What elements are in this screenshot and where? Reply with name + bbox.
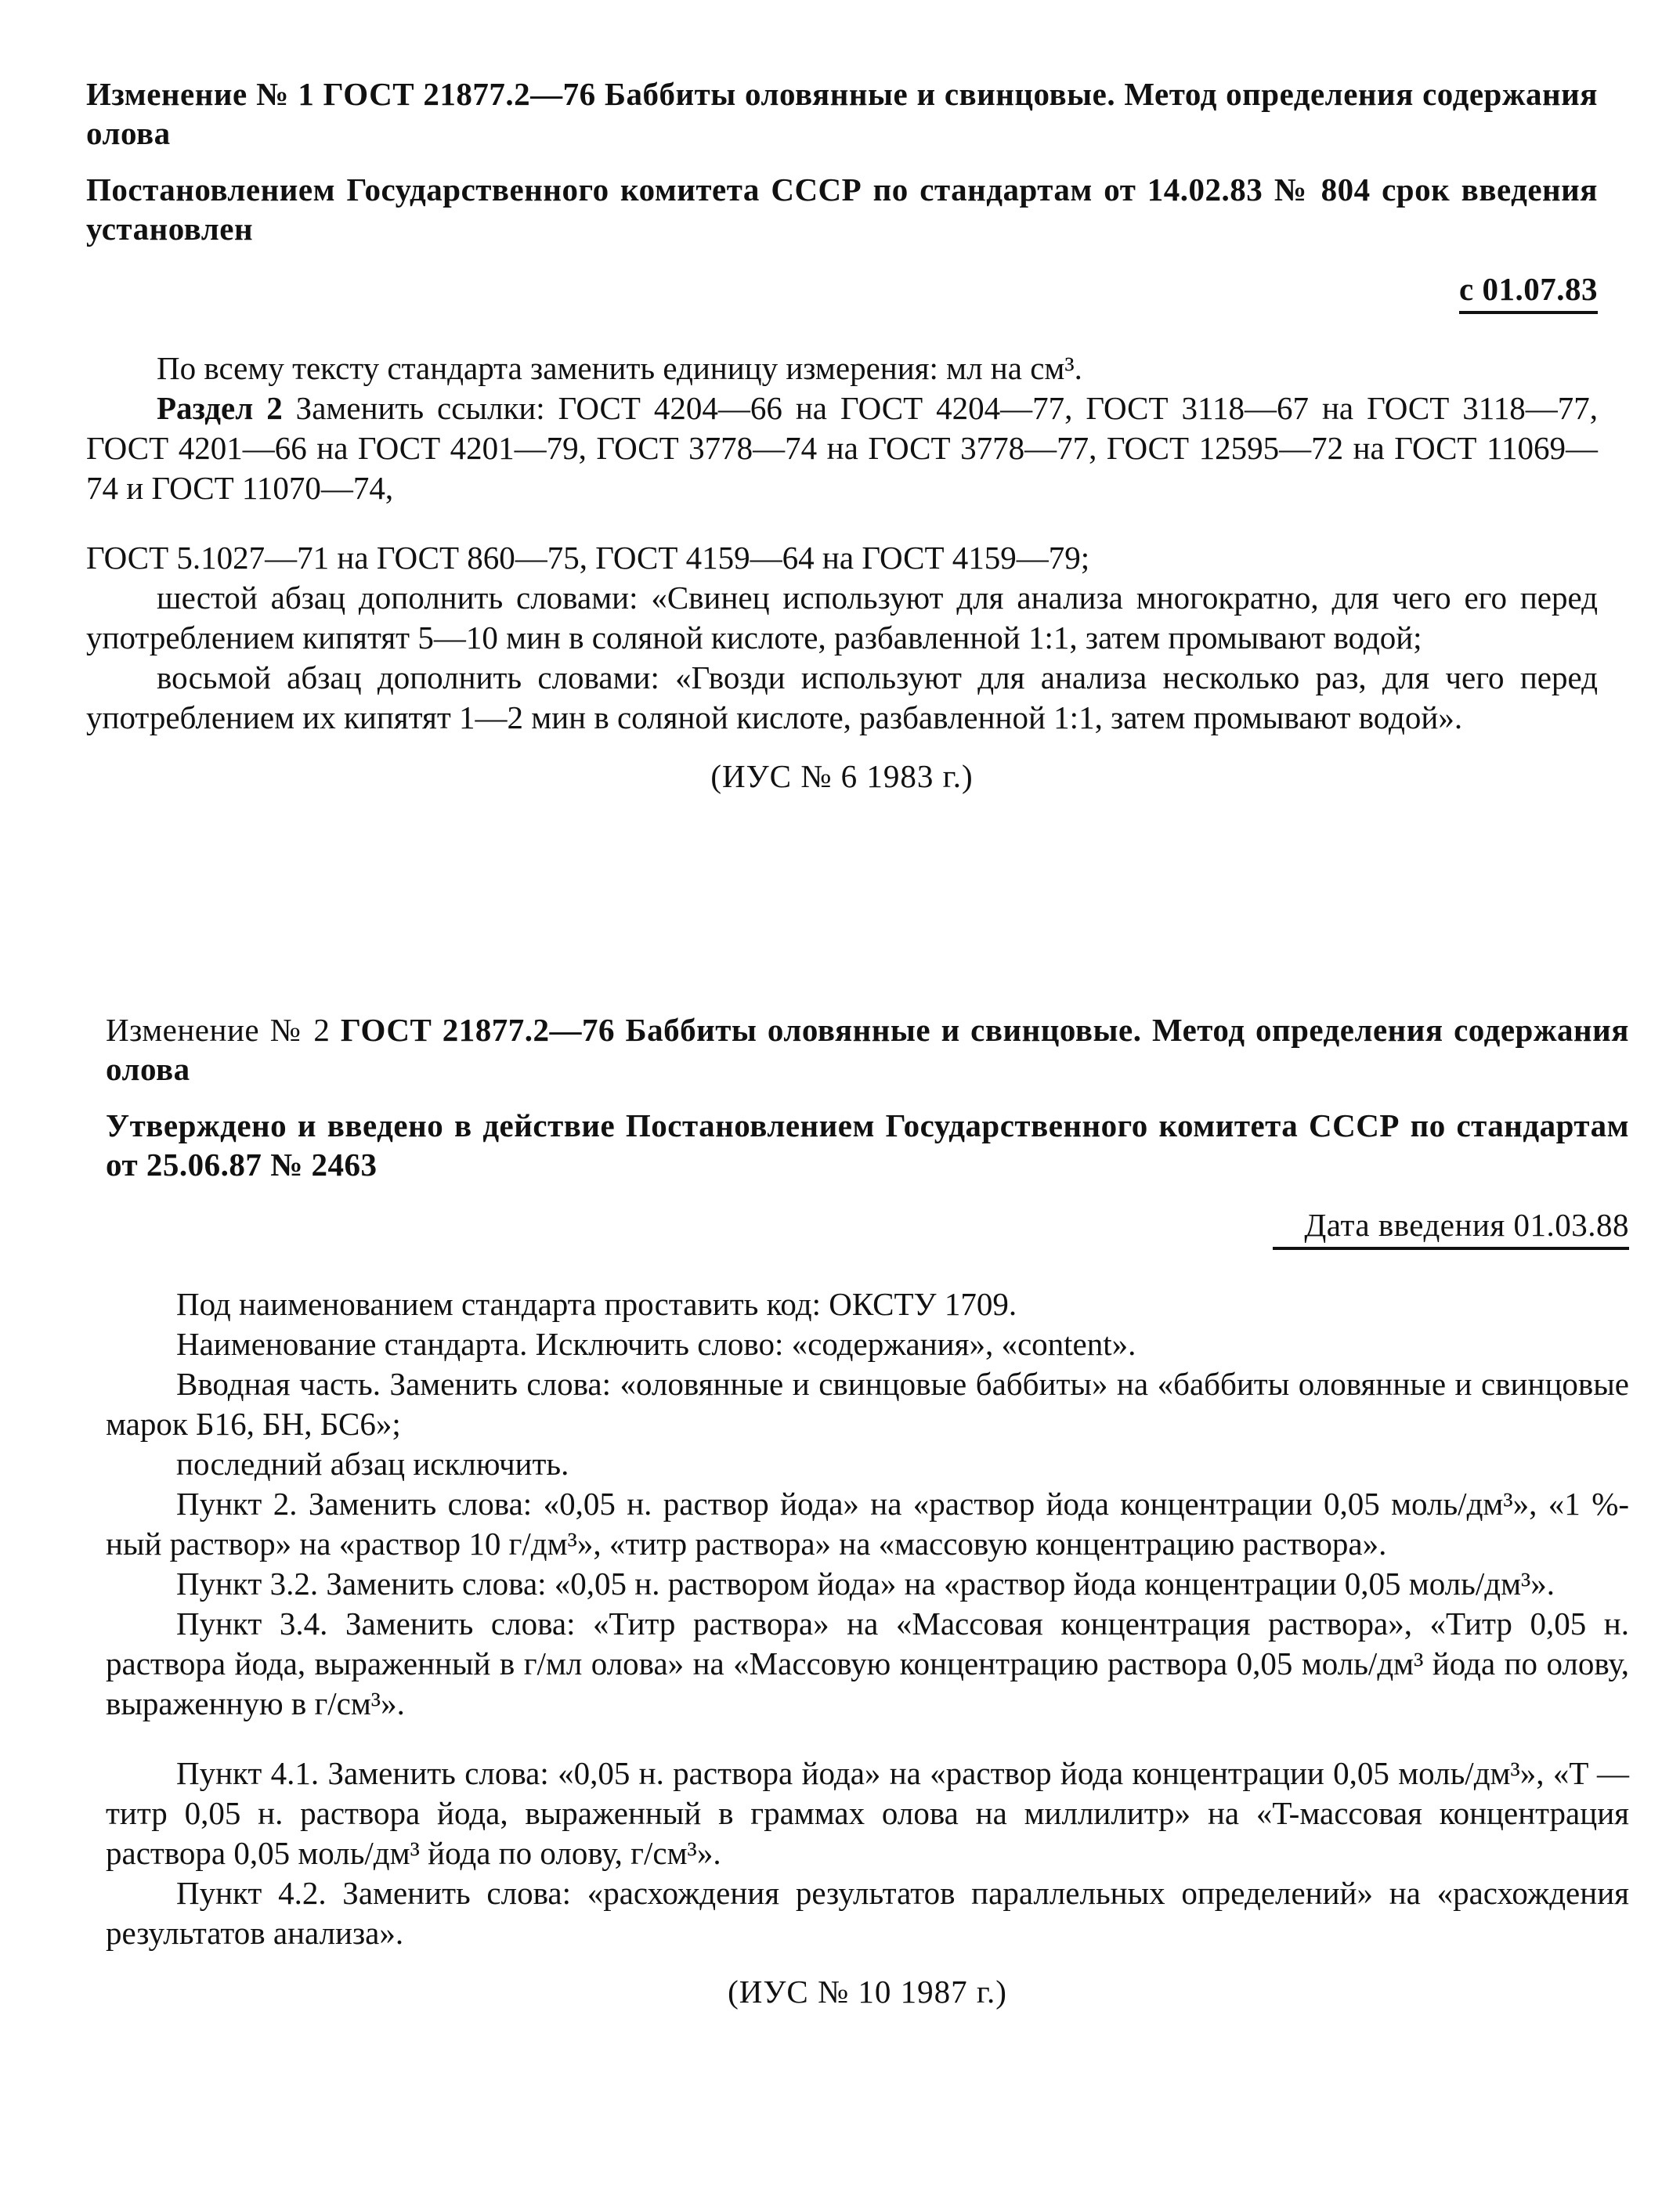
amendment-1-paragraph: По всему тексту стандарта заменить единицу измерения: мл на см³. [157, 350, 1082, 386]
amendment-2-paragraph: Под наименованием стандарта проставить код: ОКСТУ 1709. [176, 1286, 1017, 1322]
amendment-1-decree: Постановлением Государственного комитета СССР по стандартам от 14.02.83 № 804 срок введения установлен [86, 172, 1598, 247]
amendment-1-effective-date-wrap [86, 269, 1598, 314]
amendment-1 [86, 74, 1598, 796]
amendment-1-source: (ИУС № 6 1983 г.) [710, 758, 974, 794]
amendment-2-paragraph: Пункт 4.2. Заменить слова: «расхождения результатов параллельных определений» на «расхождения результатов анализа». [106, 1875, 1629, 1951]
amendment-1-effective-date: с 01.07.83 [1459, 269, 1598, 314]
amendment-2-paragraph: Пункт 3.2. Заменить слова: «0,05 н. раствором йода» на «раствор йода концентрации 0,05 моль/дм³». [176, 1566, 1555, 1602]
section-label: Раздел 2 [157, 390, 283, 426]
amendment-1-paragraph: восьмой абзац дополнить словами: «Гвозди используют для анализа несколько раз, для чего перед употреблением их кипятят 1—2 мин в соляной кислоте, разбавленной 1:1, затем промывают водой». [86, 659, 1598, 735]
amendment-2-title: ГОСТ 21877.2—76 Баббиты оловянные и свинцовые. Метод определения содержания олова [106, 1012, 1629, 1087]
amendment-1-paragraph: шестой абзац дополнить словами: «Свинец используют для анализа многократно, для чего его перед употреблением кипятят 5—10 мин в соляной кислоте, разбавленной 1:1, затем промывают водой; [86, 580, 1598, 656]
section-text: Заменить ссылки: ГОСТ 4204—66 на ГОСТ 4204—77, ГОСТ 3118—67 на ГОСТ 3118—77, ГОСТ 4201—66 на ГОСТ 4201—79, ГОСТ 3778—74 на ГОСТ 3778—77, ГОСТ 12595—72 на ГОСТ 11069—74 и ГОСТ 11070—74, [86, 390, 1598, 506]
amendment-2-effective-date-wrap [106, 1205, 1629, 1250]
amendment-2-paragraph: Пункт 2. Заменить слова: «0,05 н. раствор йода» на «раствор йода концентрации 0,05 моль/дм³», «1 %-ный раствор» на «раствор 10 г/дм³», «титр раствора» на «массовую концентрацию раствора». [106, 1486, 1629, 1562]
amendment-2-heading [106, 1010, 1629, 1089]
amendment-2-paragraph: Вводная часть. Заменить слова: «оловянные и свинцовые баббиты» на «баббиты оловянные и свинцовые марок Б16, БН, БС6»; [106, 1366, 1629, 1442]
amendment-2-paragraph: Наименование стандарта. Исключить слово: «содержания», «content». [176, 1326, 1136, 1362]
amendment-2-paragraph: последний абзац исключить. [176, 1446, 569, 1482]
amendment-2-body [106, 1284, 1629, 1953]
amendment-1-paragraph [86, 388, 1598, 508]
amendment-2 [106, 1010, 1629, 2012]
amendment-2-paragraph: Пункт 3.4. Заменить слова: «Титр раствора» на «Массовая концентрация раствора», «Титр 0,05 н. раствора йода, выраженный в г/мл олова» на «Массовую концентрацию раствора 0,05 моль/дм³ йода по олову, выраженную в г/см³». [106, 1606, 1629, 1721]
amendment-2-decree: Утверждено и введено в действие Постановлением Государственного комитета СССР по стандартам от 25.06.87 № 2463 [106, 1107, 1629, 1183]
amendment-1-heading: Изменение № 1 ГОСТ 21877.2—76 Баббиты оловянные и свинцовые. Метод определения содержания олова [86, 76, 1598, 151]
amendment-2-paragraph: Пункт 4.1. Заменить слова: «0,05 н. раствора йода» на «раствор йода концентрации 0,05 моль/дм³», «T — титр 0,05 н. раствора йода, выраженный в граммах олова на миллилитр» на «T-массовая концентрация раствора 0,05 моль/дм³ йода по олову, г/см³». [106, 1755, 1629, 1871]
amendment-1-paragraph: ГОСТ 5.1027—71 на ГОСТ 860—75, ГОСТ 4159—64 на ГОСТ 4159—79; [86, 540, 1090, 576]
amendment-1-body [86, 349, 1598, 738]
amendment-2-source: (ИУС № 10 1987 г.) [728, 1974, 1007, 2010]
amendment-2-number: Изменение № 2 [106, 1012, 331, 1048]
amendment-2-effective-date: Дата введения 01.03.88 [1273, 1205, 1629, 1250]
